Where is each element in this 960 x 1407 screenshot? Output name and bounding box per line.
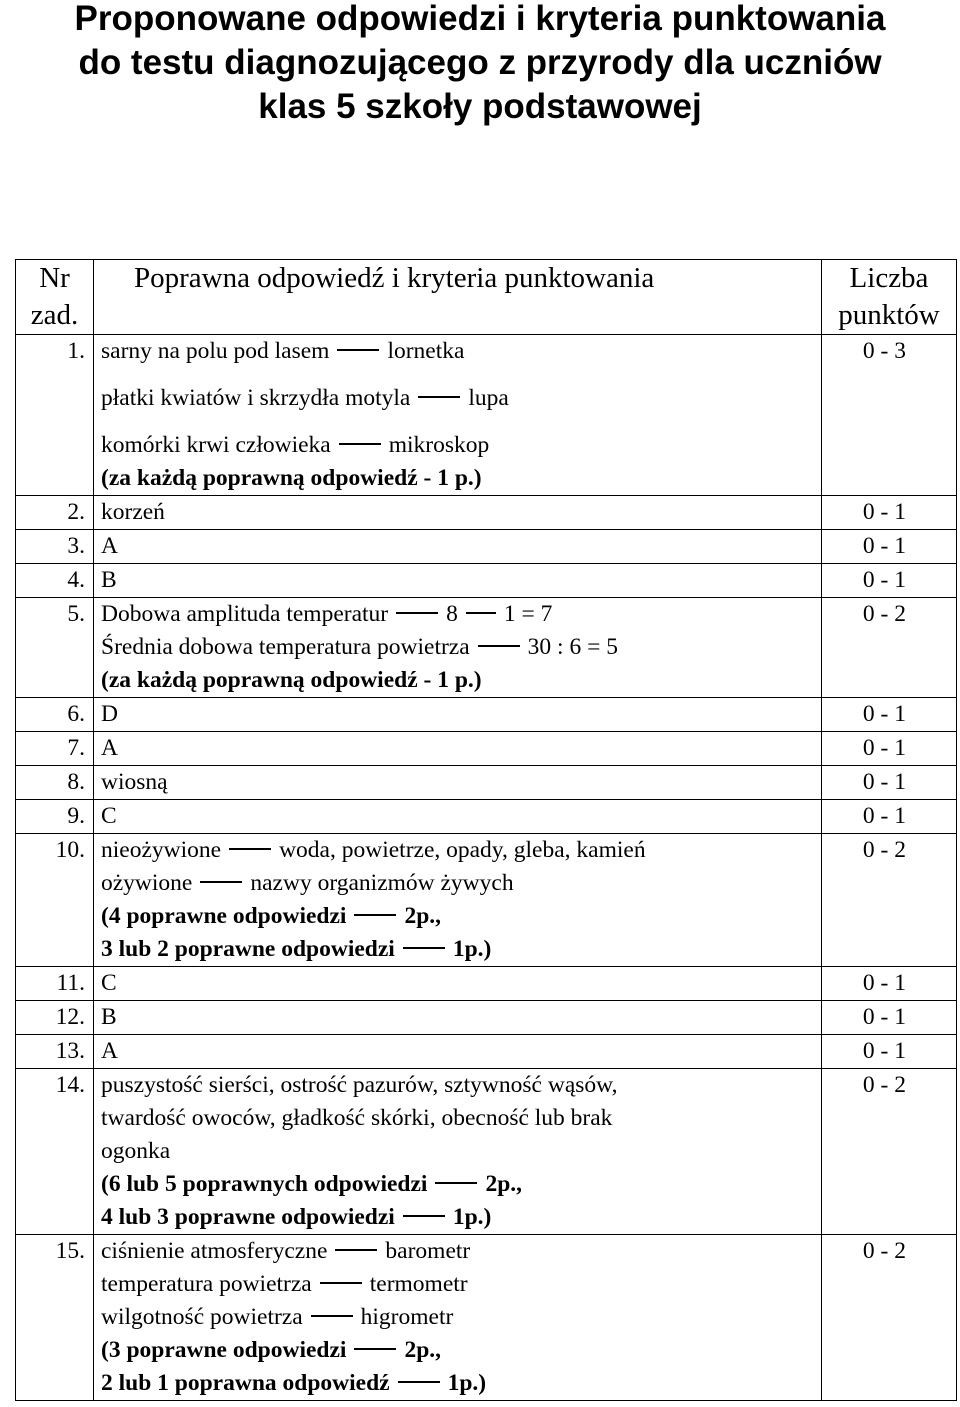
- answer-line: twardość owoców, gładkość skórki, obecność lub brak: [101, 1105, 613, 1131]
- answer-line: korzeń: [101, 499, 165, 525]
- points-value: 0 - 2: [822, 1235, 957, 1401]
- points-value: 0 - 1: [822, 732, 957, 766]
- answer-part: higrometr: [360, 1304, 454, 1330]
- answer-line: C: [101, 803, 117, 829]
- answer-part: (3 poprawne odpowiedzi: [101, 1337, 347, 1363]
- dash-separator: [339, 443, 381, 445]
- answer-part: woda, powietrze, opady, gleba, kamień: [279, 837, 646, 863]
- answer-cell: [94, 732, 822, 766]
- answer-part: 2p.,: [404, 903, 442, 929]
- answer-line: puszystość sierści, ostrość pazurów, sztywność wąsów,: [101, 1072, 618, 1098]
- answer-part: (4 poprawne odpowiedzi: [101, 903, 347, 929]
- answer-cell: [94, 564, 822, 598]
- points-value: 0 - 3: [822, 335, 957, 496]
- dash-separator: [396, 612, 438, 614]
- answer-part: 1 = 7: [503, 601, 553, 627]
- task-number: 12.: [16, 1001, 94, 1035]
- answer-cell: [94, 335, 822, 496]
- table-row: [16, 598, 957, 698]
- scoring-note: [101, 933, 821, 966]
- task-number: 10.: [16, 834, 94, 967]
- answer-line: [101, 1268, 821, 1301]
- answer-line: ogonka: [101, 1138, 171, 1164]
- answer-cell: [94, 834, 822, 967]
- answer-cell: [94, 800, 822, 834]
- table-row: [16, 766, 957, 800]
- table-row: [16, 335, 957, 496]
- scoring-note: (za każdą poprawną odpowiedź - 1 p.): [101, 465, 482, 491]
- task-number: 11.: [16, 967, 94, 1001]
- points-value: 0 - 1: [822, 766, 957, 800]
- points-value: 0 - 1: [822, 1035, 957, 1069]
- answer-part: ciśnienie atmosferyczne: [101, 1238, 328, 1264]
- header-num-line1: Nr: [39, 262, 70, 294]
- answer-part: termometr: [369, 1271, 468, 1297]
- answer-line: A: [101, 533, 118, 559]
- dash-separator: [335, 1249, 377, 1251]
- points-value: 0 - 1: [822, 800, 957, 834]
- answer-part: lupa: [468, 385, 509, 411]
- table-row: [16, 967, 957, 1001]
- answer-part: lornetka: [387, 338, 465, 364]
- points-value: 0 - 1: [822, 530, 957, 564]
- header-answer: Poprawna odpowiedź i kryteria punktowania: [94, 260, 822, 335]
- table-row: [16, 1235, 957, 1401]
- answer-part: barometr: [385, 1238, 471, 1264]
- answer-line: B: [101, 567, 117, 593]
- answer-line: C: [101, 970, 117, 996]
- dash-separator: [311, 1315, 353, 1317]
- answer-cell: [94, 967, 822, 1001]
- title-line-1: Proponowane odpowiedzi i kryteria punktowania: [74, 0, 886, 38]
- dash-separator: [418, 396, 460, 398]
- answer-cell: [94, 1035, 822, 1069]
- answer-line: [101, 368, 821, 415]
- answer-part: temperatura powietrza: [101, 1271, 312, 1297]
- points-value: 0 - 1: [822, 1001, 957, 1035]
- dash-separator: [320, 1282, 362, 1284]
- answer-cell: [94, 766, 822, 800]
- task-number: 6.: [16, 698, 94, 732]
- table-row: [16, 1035, 957, 1069]
- dash-separator: [354, 1348, 396, 1350]
- header-points-line1: Liczba: [849, 262, 929, 294]
- answer-line: A: [101, 735, 118, 761]
- points-value: 0 - 1: [822, 564, 957, 598]
- dash-separator: [354, 914, 396, 916]
- dash-separator: [403, 947, 445, 949]
- scoring-note: (za każdą poprawną odpowiedź - 1 p.): [101, 667, 482, 693]
- table-row: [16, 1001, 957, 1035]
- task-number: 2.: [16, 496, 94, 530]
- header-points: [822, 260, 957, 335]
- table-row: [16, 732, 957, 766]
- table-header-row: [16, 260, 957, 335]
- answer-cell: [94, 496, 822, 530]
- answer-part: nieożywione: [101, 837, 222, 863]
- scoring-note: [101, 1367, 821, 1400]
- scoring-note: [101, 1168, 821, 1201]
- task-number: 14.: [16, 1069, 94, 1235]
- answer-line: A: [101, 1038, 118, 1064]
- answer-cell: [94, 1001, 822, 1035]
- dash-separator: [478, 645, 520, 647]
- answer-part: sarny na polu pod lasem: [101, 338, 330, 364]
- answer-part: 2p.,: [485, 1171, 523, 1197]
- answer-part: 1p.): [447, 1370, 487, 1396]
- document-title: [0, 0, 960, 129]
- answer-part: 2p.,: [404, 1337, 442, 1363]
- task-number: 9.: [16, 800, 94, 834]
- table-row: [16, 530, 957, 564]
- dash-separator: [337, 349, 379, 351]
- answer-line: B: [101, 1004, 117, 1030]
- points-value: 0 - 1: [822, 496, 957, 530]
- answer-line: [101, 598, 821, 631]
- task-number: 3.: [16, 530, 94, 564]
- points-value: 0 - 1: [822, 967, 957, 1001]
- table-row: [16, 698, 957, 732]
- answer-cell: [94, 530, 822, 564]
- answer-part: 8: [446, 601, 458, 627]
- answer-part: 4 lub 3 poprawne odpowiedzi: [101, 1204, 395, 1230]
- answer-part: 1p.): [452, 936, 492, 962]
- dash-separator: [398, 1381, 440, 1383]
- answer-line: [101, 1235, 821, 1268]
- answer-part: płatki kwiatów i skrzydła motyla: [101, 385, 411, 411]
- answer-cell: [94, 1235, 822, 1401]
- scoring-note: [101, 1334, 821, 1367]
- title-line-3: klas 5 szkoły podstawowej: [258, 87, 702, 126]
- answer-cell: [94, 698, 822, 732]
- answer-line: [101, 867, 821, 900]
- answer-cell: [94, 598, 822, 698]
- task-number: 7.: [16, 732, 94, 766]
- answer-line: [101, 834, 821, 867]
- dash-separator: [200, 881, 242, 883]
- task-number: 5.: [16, 598, 94, 698]
- points-value: 0 - 1: [822, 698, 957, 732]
- answer-part: komórki krwi człowieka: [101, 432, 331, 458]
- scoring-note: [101, 900, 821, 933]
- answer-line: [101, 335, 821, 368]
- task-number: 1.: [16, 335, 94, 496]
- header-num-line2: zad.: [30, 299, 79, 331]
- answer-line: [101, 631, 821, 664]
- answer-part: 2 lub 1 poprawna odpowiedź: [101, 1370, 390, 1396]
- title-line-2: do testu diagnozującego z przyrody dla uczniów: [78, 43, 882, 82]
- header-points-line2: punktów: [838, 299, 940, 331]
- header-task-number: [16, 260, 94, 335]
- answer-part: Średnia dobowa temperatura powietrza: [101, 634, 470, 660]
- table-row: [16, 564, 957, 598]
- answer-line: [101, 415, 821, 462]
- answer-key-table: [15, 259, 957, 1401]
- answer-line: D: [101, 701, 118, 727]
- dash-separator: [466, 612, 496, 614]
- answer-part: Dobowa amplituda temperatur: [101, 601, 389, 627]
- answer-part: nazwy organizmów żywych: [250, 870, 514, 896]
- scoring-note: [101, 1201, 821, 1234]
- answer-cell: [94, 1069, 822, 1235]
- answer-line: [101, 1301, 821, 1334]
- task-number: 4.: [16, 564, 94, 598]
- answer-part: mikroskop: [388, 432, 490, 458]
- task-number: 8.: [16, 766, 94, 800]
- table-row: [16, 496, 957, 530]
- answer-part: ożywione: [101, 870, 193, 896]
- points-value: 0 - 2: [822, 598, 957, 698]
- table-row: [16, 800, 957, 834]
- answer-part: 3 lub 2 poprawne odpowiedzi: [101, 936, 395, 962]
- table-row: [16, 834, 957, 967]
- points-value: 0 - 2: [822, 834, 957, 967]
- answer-part: 1p.): [452, 1204, 492, 1230]
- answer-part: (6 lub 5 poprawnych odpowiedzi: [101, 1171, 428, 1197]
- dash-separator: [403, 1215, 445, 1217]
- points-value: 0 - 2: [822, 1069, 957, 1235]
- answer-line: wiosną: [101, 769, 168, 795]
- answer-part: wilgotność powietrza: [101, 1304, 303, 1330]
- dash-separator: [229, 848, 271, 850]
- table-row: [16, 1069, 957, 1235]
- task-number: 15.: [16, 1235, 94, 1401]
- task-number: 13.: [16, 1035, 94, 1069]
- dash-separator: [435, 1182, 477, 1184]
- answer-part: 30 : 6 = 5: [527, 634, 618, 660]
